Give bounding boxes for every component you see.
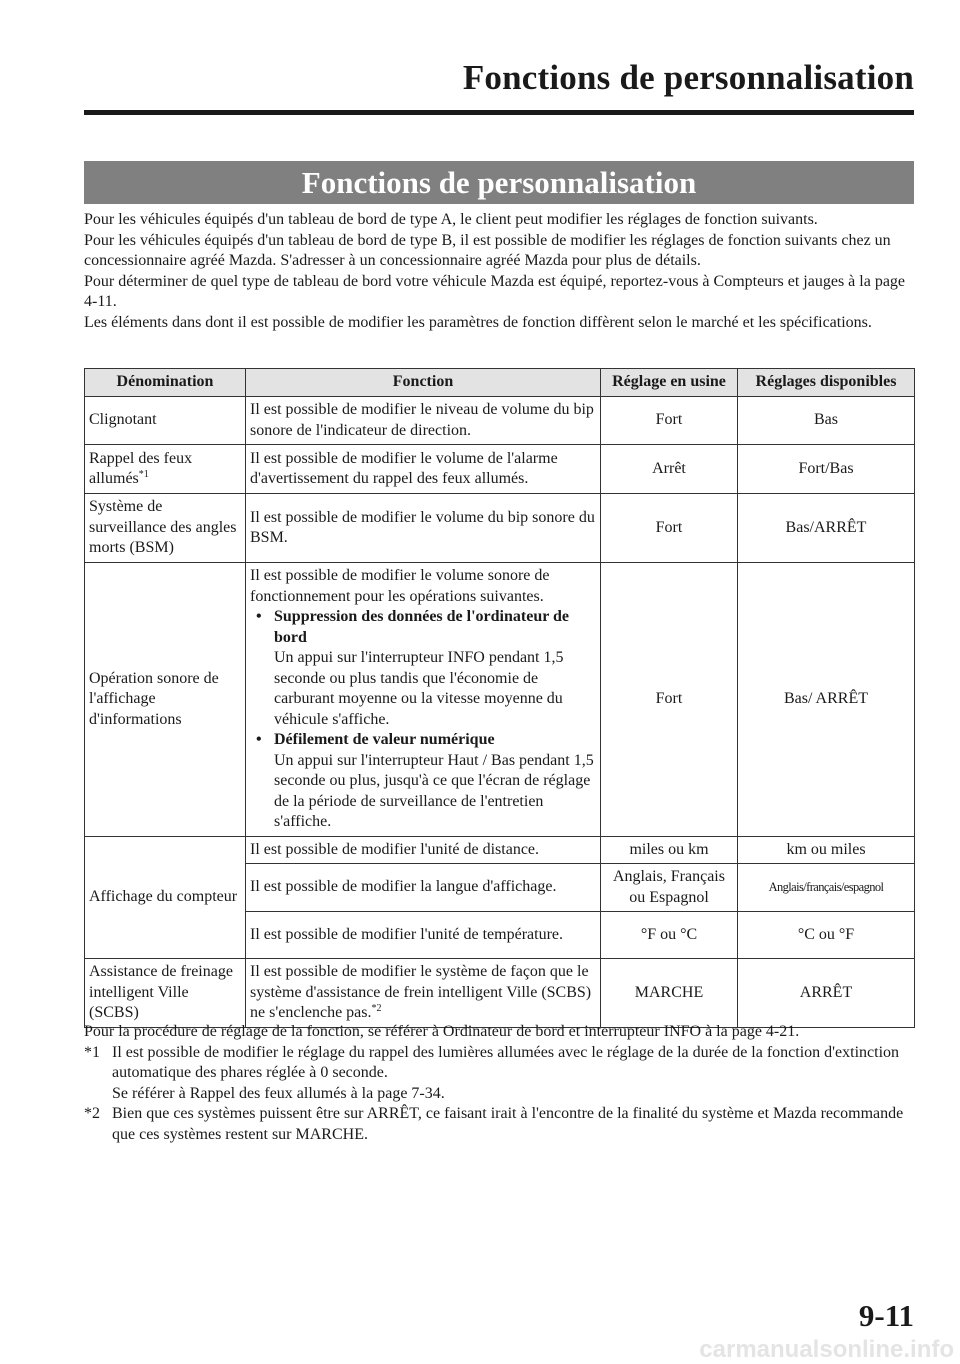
footnote-text: Bien que ces systèmes puissent être sur ARRÊT, ce faisant irait à l'encontre de la finalité du système et Mazda recommande que ces systèmes restent sur MARCHE. [112,1105,904,1143]
settings-table [84,368,915,1028]
cell-factory: miles ou km [601,836,738,864]
cell-available: Bas [738,397,915,445]
column-header-factory: Réglage en usine [601,369,738,397]
cell-name: Système de surveillance des angles morts (BSM) [85,494,246,563]
footnote-mark: *1 [84,1043,100,1061]
cell-available: Bas/ ARRÊT [738,563,915,837]
cell-function: Il est possible de modifier le volume du bip sonore du BSM. [246,494,601,563]
list-item-title: • Suppression des données de l'ordinateur de bord [274,608,570,646]
cell-factory: °F ou °C [601,912,738,959]
cell-function: Il est possible de modifier la langue d'affichage. [246,864,601,912]
table-row [85,836,915,864]
cell-factory: MARCHE [601,959,738,1028]
table-row [85,397,915,445]
function-description: Il est possible de modifier le volume sonore de fonctionnement pour les opérations suivantes. [250,567,550,605]
cell-factory: Fort [601,494,738,563]
table-row [85,445,915,494]
intro-paragraph: Les éléments dans dont il est possible de modifier les paramètres de fonction diffèrent selon le marché et les spécifications. [84,313,872,331]
column-header-name: Dénomination [85,369,246,397]
cell-name: Assistance de freinage intelligent Ville (SCBS) [85,959,246,1028]
intro-paragraph: Pour déterminer de quel type de tableau de bord votre véhicule Mazda est équipé, reportez-vous à Compteurs et jauges à la page 4-11. [84,272,906,310]
footnote [84,1043,914,1105]
intro-text [84,210,914,333]
cell-available: Bas/ARRÊT [738,494,915,563]
table-row [85,563,915,837]
page-number: 9-11 [858,1298,914,1333]
cell-function: Il est possible de modifier le volume de l'alarme d'avertissement du rappel des feux allumés. [246,445,601,494]
cell-function: Il est possible de modifier l'unité de température. [246,912,601,959]
cell-name: Opération sonore de l'affichage d'informations [85,563,246,837]
cell-factory: Anglais, Français ou Espagnol [601,864,738,912]
cell-available: Anglais/français/espagnol [738,864,915,912]
footnotes [84,1022,914,1145]
list-item [250,607,596,730]
watermark: carmanualsonline.info [699,1336,954,1363]
table-header-row [85,369,915,397]
cell-available: ARRÊT [738,959,915,1028]
cell-function [246,959,601,1028]
cell-function [246,563,601,837]
footnote-mark: *2 [84,1105,100,1122]
cell-factory: Fort [601,563,738,837]
footnote-reference: Se référer à Rappel des feux allumés à la page 7-34. [112,1084,445,1102]
cell-name-text: Rappel des feux allumés [89,449,193,487]
list-item-text: Un appui sur l'interrupteur INFO pendant 1,5 seconde ou plus tandis que l'économie de carburant moyenne ou la vitesse moyenne du véhicule s'affiche. [274,649,564,728]
table-row [85,959,915,1028]
cell-name [85,445,246,494]
running-header-title: Fonctions de personnalisation [462,58,914,97]
cell-factory: Arrêt [601,445,738,494]
procedure-note: Pour la procédure de réglage de la fonction, se référer à Ordinateur de bord et interrupteur INFO à la page 4-21. [84,1023,800,1040]
header-rule [84,110,914,115]
operation-list [250,607,596,833]
list-item [250,730,596,833]
column-header-available: Réglages disponibles [738,369,915,397]
table-row [85,494,915,563]
section-title: Fonctions de personnalisation [84,161,914,204]
cell-name: Affichage du compteur [85,836,246,959]
cell-function: Il est possible de modifier l'unité de distance. [246,836,601,864]
intro-paragraph: Pour les véhicules équipés d'un tableau de bord de type A, le client peut modifier les réglages de fonction suivants. [84,211,818,228]
cell-available: Fort/Bas [738,445,915,494]
cell-available: °C ou °F [738,912,915,959]
footnote-ref: *1 [138,469,149,480]
list-item-title: • Défilement de valeur numérique [274,731,495,748]
cell-factory: Fort [601,397,738,445]
list-item-text: Un appui sur l'interrupteur Haut / Bas pendant 1,5 seconde ou plus, jusqu'à ce que l'écran de réglage de la période de surveillance de l'entretien s'affiche. [274,751,594,830]
column-header-function: Fonction [246,369,601,397]
intro-paragraph: Pour les véhicules équipés d'un tableau de bord de type B, il est possible de modifier les réglages de fonction suivants chez un concessionnaire agréé Mazda. S'adresser à un concessionnaire agréé Mazda pour plus de détails. [84,231,891,269]
footnote-text: Il est possible de modifier le réglage du rappel des lumières allumées avec le réglage de la durée de la fonction d'extinction automatique des phares réglée à 0 seconde. [112,1043,900,1081]
cell-name: Clignotant [85,397,246,445]
cell-function-text: Il est possible de modifier le système de façon que le système d'assistance de frein intelligent Ville (SCBS) ne s'enclenche pas. [250,963,592,1022]
cell-available: km ou miles [738,836,915,864]
footnote [84,1104,914,1145]
cell-function: Il est possible de modifier le niveau de volume du bip sonore de l'indicateur de direction. [246,397,601,445]
footnote-ref: *2 [371,1003,382,1015]
